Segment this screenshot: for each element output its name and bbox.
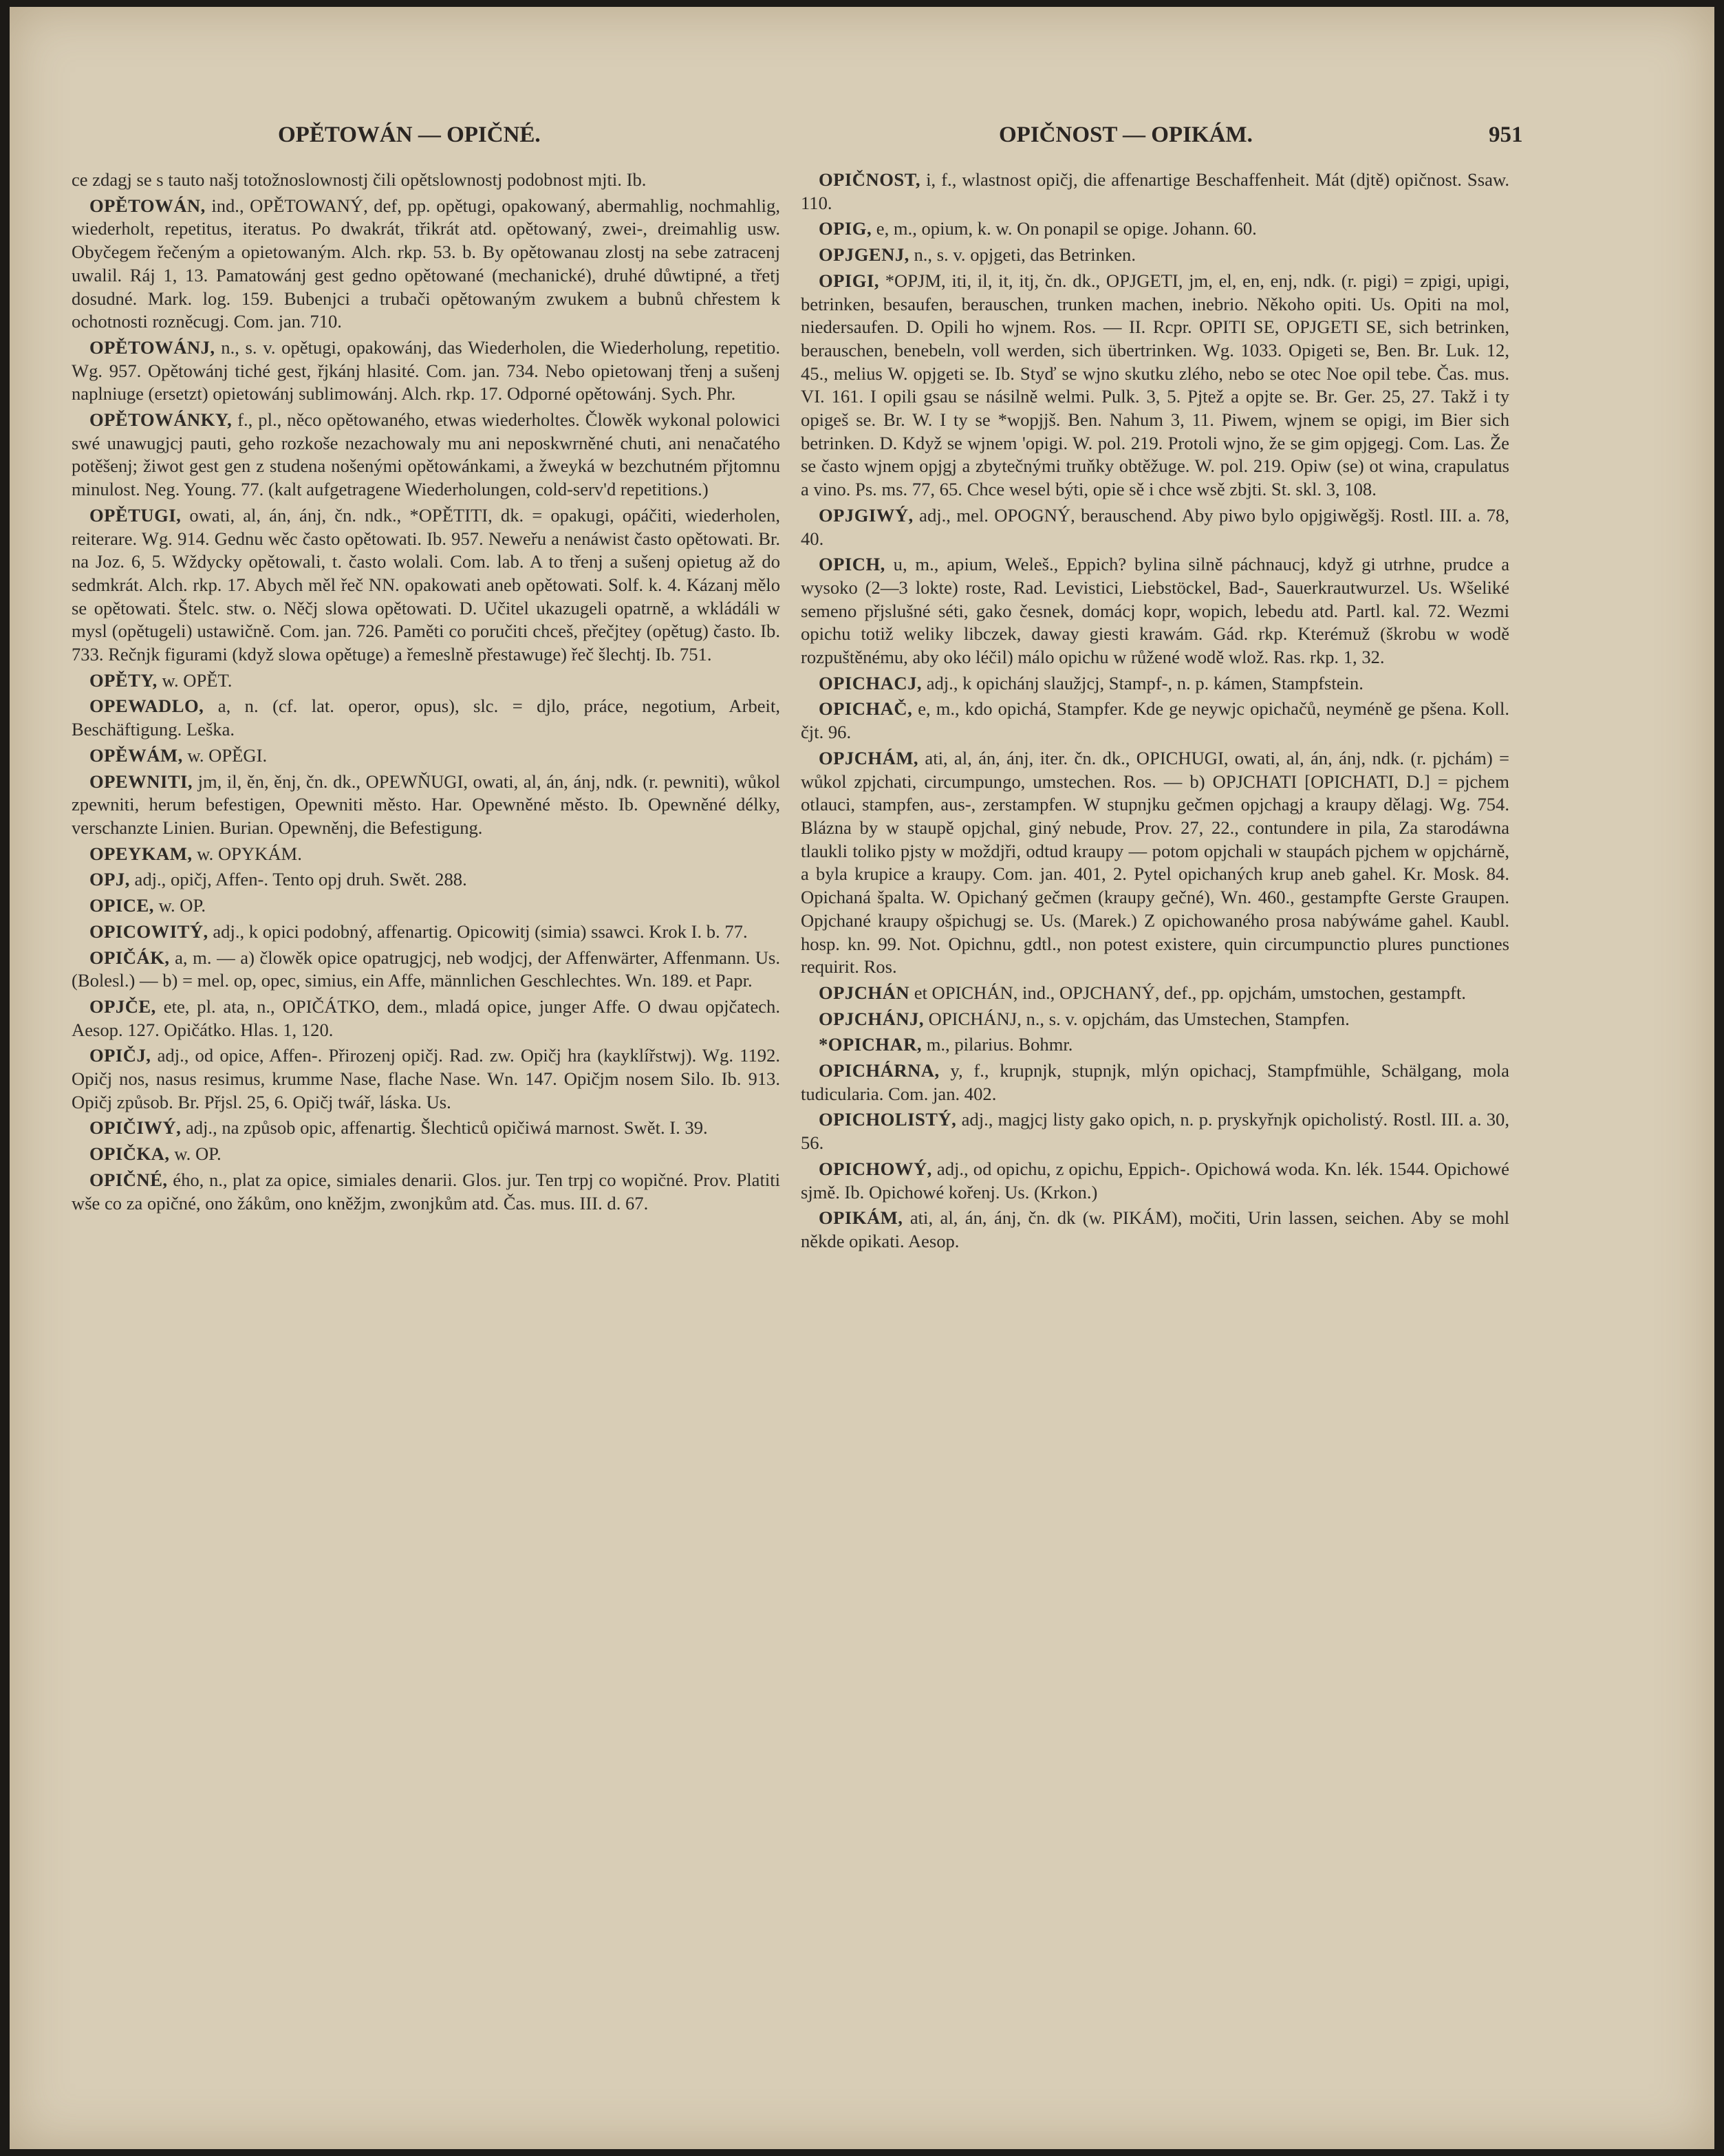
dictionary-entry [72, 169, 780, 192]
entry-headword: OPICH, [819, 554, 885, 575]
entry-headword: OPIČJ, [89, 1045, 151, 1066]
dictionary-entry [801, 244, 1509, 267]
dictionary-entry [801, 672, 1509, 696]
left-column [72, 169, 780, 1218]
entry-headword: OPIKÁM, [819, 1207, 903, 1229]
dictionary-entry [72, 336, 780, 406]
entry-headword: OPĚTOWÁNKY, [89, 409, 233, 431]
entry-definition: adj., k opici podobný, affenartig. Opicowitj (simia) ssawci. Krok I. b. 77. [213, 920, 748, 942]
entry-headword: OPEWNITI, [89, 770, 193, 792]
entry-headword: OPJ, [89, 869, 130, 890]
entry-headword: OPJCHÁNJ, [819, 1008, 924, 1029]
dictionary-entry [801, 553, 1509, 669]
entry-definition: f., pl., něco opětowaného, etwas wiederholtes. Člowěk wykonal polowici swé unawugjcj pauti, geho rozkoše nezachowaly mu ani neposkwrněné chuti, ani nenačatého potěšenj; žiwot gest gen z studena nošenými opětowánkami, a žweyká w bezchutném přjtomnu minulost. Neg. Young. 77. (kalt aufgetragene Wiederholungen, cold-serv'd repetitions.) [72, 409, 780, 500]
dictionary-entry [72, 1169, 780, 1215]
entry-headword: OPIG, [819, 218, 872, 239]
entry-headword: OPICHOLISTÝ, [819, 1109, 957, 1130]
entry-definition: OPICHÁNJ, n., s. v. opjchám, das Umstechen, Stampfen. [928, 1008, 1350, 1029]
entry-definition: ati, al, án, ánj, iter. čn. dk., OPICHUGI, owati, al, án, ánj, ndk. (r. pjchám) = wůkol zpjchati, circumpungo, umstechen. Ros. — b) OPJCHATI [OPICHATI, D.] = pjchem otlauci, stampfen, aus-, zerstampfen. W stupnjku gečmen opjchagj a kraupy dělagj. Wg. 754. Blázna by w staupě opjchal, giný nebude, Prov. 27, 22., contundere in pila, Za starodáwna tlaukli toliko pjsty w moždjři, odtud kraupy — potom opjchali w staupách pjchem w opjchárně, a byla krupice a kraupy. Com. jan. 401, 2. Pytel opichaných krup aneb gahel. Kr. Mosk. 84. Opichaná špalta. W. Opichaný gečmen (kraupy gečné), Wn. 460., gestampfte Gerste Graupen. Opjchané kraupy ošpichugj se. Us. (Marek.) Z opichowaného prosa nabýwáme gahel. Kaubl. hosp. kn. 99. Not. Opichnu, gdtl., non potest existere, quin circumpunctio plures punctiones requirit. Ros. [801, 747, 1509, 978]
dictionary-entry [72, 894, 780, 918]
dictionary-page [10, 7, 1714, 2149]
dictionary-entry [72, 868, 780, 892]
page-number: 951 [1489, 122, 1523, 147]
dictionary-entry [801, 1207, 1509, 1253]
entry-definition: a, m. — a) člowěk opice opatrugjcj, neb wodjcj, der Affenwärter, Affenmann. Us. (Bolesl.) — b) = mel. op, opec, simius, ein Affe, männlichen Geschlechtes. Wn. 189. et Papr. [72, 947, 780, 991]
dictionary-entry [801, 1108, 1509, 1154]
entry-definition: *OPJM, iti, il, it, itj, čn. dk., OPJGETI, jm, el, en, enj, ndk. (r. pigi) = zpigi, upigi, betrinken, besaufen, berauschen, trunken machen, inebrio. Někoho opiti. Us. Opiti na mol, niedersaufen. D. Opili ho wjnem. Ros. — II. Rcpr. OPITI SE, OPJGETI SE, sich betrinken, berauschen, benebeln, voll werden, sich übertrinken. Wg. 1033. Opigeti se, Ben. Br. Luk. 12, 45., melius W. opjgeti se. Ib. Styď se wjno skutku zlého, nebo se otec Noe opil tebe. Čas. mus. VI. 161. I opili gsau se násilně welmi. Pulk. 3, 5. Pjtež a opjte se. Br. Ger. 25, 27. Takž i ty opigeš se. Br. W. I ty se *wopjjš. Ben. Nahum 3, 11. Piwem, wjnem se opigi, im Bier sich betrinken. D. Když se wjnem 'opigi. W. pol. 219. Protoli wjno, že se gim opjgegj. Com. Las. Že se často wjnem opjgj a zbytečnými truňky obtěžuge. W. pol. 219. Opiw (se) ot wina, crapulatus a vino. Ps. ms. 77, 65. Chce wesel býti, opie sě i chce wsě zbjti. St. skl. 3, 108. [801, 270, 1509, 500]
entry-headword: OPĚTY, [89, 669, 158, 691]
entry-definition: i, f., wlastnost opičj, die affenartige Beschaffenheit. Mát (djtě) opičnost. Ssaw. 110. [801, 169, 1510, 213]
entry-headword: OPEYKAM, [89, 843, 193, 864]
dictionary-entry [801, 1008, 1509, 1031]
entry-headword: OPICOWITÝ, [89, 920, 208, 942]
entry-definition: adj., magjcj listy gako opich, n. p. pryskyřnjk opicholistý. Rostl. III. a. 30, 56. [801, 1109, 1509, 1154]
dictionary-entry [72, 744, 780, 768]
entry-headword: OPIGI, [819, 270, 879, 291]
entry-headword: *OPICHAR, [819, 1034, 923, 1055]
dictionary-entry [801, 1059, 1509, 1106]
entry-definition: adj., opičj, Affen-. Tento opj druh. Swět. 288. [134, 869, 467, 890]
entry-headword: OPJCHÁM, [819, 747, 919, 768]
dictionary-entry [72, 995, 780, 1042]
entry-definition: adj., mel. OPOGNÝ, berauschend. Aby piwo bylo opjgiwěgšj. Rostl. III. a. 78, 40. [801, 504, 1509, 549]
dictionary-entry [72, 947, 780, 993]
dictionary-entry [72, 843, 780, 866]
dictionary-entry [801, 982, 1509, 1005]
entry-headword: OPICHÁRNA, [819, 1060, 940, 1081]
entry-headword: OPJGIWÝ, [819, 504, 914, 526]
dictionary-entry [72, 695, 780, 741]
entry-headword: OPĚTOWÁN, [89, 195, 206, 216]
entry-headword: OPJČE, [89, 995, 156, 1017]
entry-definition: e, m., opium, k. w. On ponapil se opige. Johann. 60. [876, 218, 1257, 239]
entry-definition: adj., na způsob opic, affenartig. Šlechticů opičiwá marnost. Swět. I. 39. [185, 1117, 708, 1139]
dictionary-entry [72, 195, 780, 334]
dictionary-entry [72, 504, 780, 667]
dictionary-entry [72, 770, 780, 840]
entry-headword: OPĚWÁM, [89, 744, 183, 766]
dictionary-entry [801, 698, 1509, 744]
entry-definition: ého, n., plat za opice, simiales denarii. Glos. jur. Ten trpj co wopičné. Prov. Platiti wše co za opičné, ono žákům, ono kněžjm, zwonjkům atd. Čas. mus. III. d. 67. [72, 1169, 781, 1214]
entry-definition: adj., od opice, Affen-. Přirozenj opičj. Rad. zw. Opičj hra (kayklířstwj). Wg. 1192. Opičj nos, nasus resimus, krumme Nase, flache Nase. Wn. 147. Opičjm nosem Silo. Ib. 913. Opičj způsob. Br. Přjsl. 25, 6. Opičj twář, láska. Us. [72, 1045, 780, 1112]
entry-headword: OPICHAČ, [819, 698, 913, 720]
entry-definition: e, m., kdo opichá, Stampfer. Kde ge neywjc opichačů, neyméně ge pšena. Koll. čjt. 96. [801, 698, 1509, 743]
dictionary-entry [801, 747, 1509, 979]
entry-definition: ati, al, án, ánj, čn. dk (w. PIKÁM), močiti, Urin lassen, seichen. Aby se mohl někde opikati. Aesop. [801, 1207, 1509, 1251]
dictionary-entry [72, 920, 780, 944]
entry-headword: OPIČIWÝ, [89, 1117, 182, 1139]
dictionary-entry [801, 217, 1509, 241]
dictionary-entry [801, 169, 1509, 215]
entry-definition: ce zdagj se s tauto našj totožnoslownostj čili opětslownostj podobnost mjti. Ib. [72, 169, 647, 190]
entry-definition: et OPICHÁN, ind., OPJCHANÝ, def., pp. opjchám, umstochen, gestampft. [914, 982, 1466, 1003]
entry-definition: w. OPĚT. [162, 669, 233, 691]
dictionary-entry [801, 270, 1509, 502]
entry-headword: OPICHOWÝ, [819, 1158, 932, 1179]
dictionary-entry [72, 1143, 780, 1166]
entry-definition: adj., od opichu, z opichu, Eppich-. Opichowá woda. Kn. lék. 1544. Opichowé sjmě. Ib. Opichowé kořenj. Us. (Krkon.) [801, 1158, 1509, 1203]
entry-definition: owati, al, án, ánj, čn. ndk., *OPĚTITI, dk. = opakugi, opáčiti, wiederholen, reiterare. Wg. 914. Gednu wěc často opětowati. Ib. 957. Neweřu a nenáwist často opětowati. Br. na Joz. 6, 5. Wždycky opětowali, t. často wolali. Com. lab. A to třenj a sušenj opietug až do sedmkrát. Alch. rkp. 17. Abych měl řeč NN. opakowati aneb opětowati. Solf. k. 4. Kázanj mělo se opětowati. Štelc. stw. o. Něčj slowa opětowati. D. Učitel ukazugeli opatrně, a wkládáli w mysl (opětugeli) ustawičně. Com. jan. 726. Paměti co poručiti chceš, přečjtey (opětug) často. Ib. 733. Rečnjk figurami (když slowa opětuge) a řemeslně přestawuge) řeč šlechtj. Ib. 751. [72, 504, 780, 665]
dictionary-entry [72, 409, 780, 502]
dictionary-entry [801, 504, 1509, 550]
right-column [801, 169, 1509, 1256]
dictionary-entry [72, 669, 780, 693]
entry-definition: a, n. (cf. lat. operor, opus), slc. = djlo, práce, negotium, Arbeit, Beschäftigung. Leška. [72, 696, 780, 740]
entry-definition: ete, pl. ata, n., OPIČÁTKO, dem., mladá opice, junger Affe. O dwau opjčatech. Aesop. 127. Opičátko. Hlas. 1, 120. [72, 995, 780, 1040]
dictionary-entry [72, 1044, 780, 1114]
entry-definition: jm, il, ěn, ěnj, čn. dk., OPEWŇUGI, owati, al, án, ánj, ndk. (r. pewniti), wůkol zpewniti, herum befestigen, Opewniti město. Har. Opewněné město. Ib. Opewněné délky, verschanzte Linien. Burian. Opewněnj, die Befestigung. [72, 770, 780, 838]
entry-headword: OPIČNOST, [819, 169, 921, 190]
entry-definition: u, m., apium, Weleš., Eppich? bylina silně páchnaucj, když gi utrhne, prudce a wysoko (2—3 lokte) roste, Rad. Levistici, Liebstöckel, Bad-, Sauerkrautwurzel. Us. Wšeliké semeno přjslušné séti, gako česnek, domácj kopr, wopich, lebedu atd. Partl. kal. 72. Wezmi opichu totiž weliky libczek, daway giesti krawám. Gád. rkp. Kterémuž (škrobu w wodě rozpuštěnému, aby oko léčil) málo opichu w růžené wodě wlož. Ras. rkp. 1, 32. [801, 554, 1509, 668]
entry-headword: OPJCHÁN [819, 982, 910, 1003]
entry-definition: y, f., krupnjk, stupnjk, mlýn opichacj, Stampfmühle, Schälgang, mola tudicularia. Com. jan. 402. [801, 1060, 1509, 1104]
dictionary-entry [801, 1158, 1509, 1204]
entry-headword: OPĚTUGI, [89, 504, 182, 526]
entry-headword: OPICHACJ, [819, 672, 923, 693]
entry-definition: ind., OPĚTOWANÝ, def, pp. opětugi, opakowaný, abermahlig, nochmahlig, wiederholt, repetitus, iteratus. Po dwakrát, třikrát atd. opětowaný, zwei-, dreimahlig usw. Obyčegem řečeným a opietowaným. Alch. rkp. 53. b. By opětowanau zlostj na sebe zatracenj uwalil. Ráj 1, 13. Pamatowánj gest gedno opětowané (mechanické), druhé důwtipné, a třetj dosudné. Mark. log. 159. Bubenjci a trubači opětowaným zwukem a bubnů chřestem k ochotnosti rozněcugj. Com. jan. 710. [72, 195, 780, 332]
dictionary-entry [72, 1117, 780, 1140]
entry-headword: OPIČKA, [89, 1143, 170, 1165]
entry-headword: OPIČÁK, [89, 947, 170, 968]
entry-definition: w. OP. [174, 1143, 222, 1165]
entry-definition: m., pilarius. Bohmr. [926, 1034, 1073, 1055]
running-head-left: OPĚTOWÁN — OPIČNÉ. [278, 122, 541, 147]
entry-definition: w. OPYKÁM. [197, 843, 302, 864]
entry-headword: OPĚTOWÁNJ, [89, 336, 215, 358]
running-head-right: OPIČNOST — OPIKÁM. [999, 122, 1253, 147]
entry-definition: adj., k opichánj slaužjcj, Stampf-, n. p. kámen, Stampfstein. [926, 672, 1364, 693]
entry-definition: w. OP. [158, 895, 206, 916]
entry-definition: n., s. v. opětugi, opakowánj, das Wiederholen, die Wiederholung, repetitio. Wg. 957. Opětowánj tiché gest, řjkánj hlasité. Com. jan. 734. Nebo opietowanj třenj a sušenj naplniuge (ersetzt) opietowánj sublimowánj. Alch. rkp. 17. Odporné opětowánj. Sych. Phr. [72, 336, 780, 405]
entry-definition: n., s. v. opjgeti, das Betrinken. [914, 244, 1136, 266]
entry-headword: OPEWADLO, [89, 696, 204, 717]
dictionary-entry [801, 1033, 1509, 1057]
entry-headword: OPIČNÉ, [89, 1169, 168, 1190]
entry-headword: OPICE, [89, 895, 154, 916]
entry-headword: OPJGENJ, [819, 244, 909, 266]
entry-definition: w. OPĚGI. [187, 744, 268, 766]
